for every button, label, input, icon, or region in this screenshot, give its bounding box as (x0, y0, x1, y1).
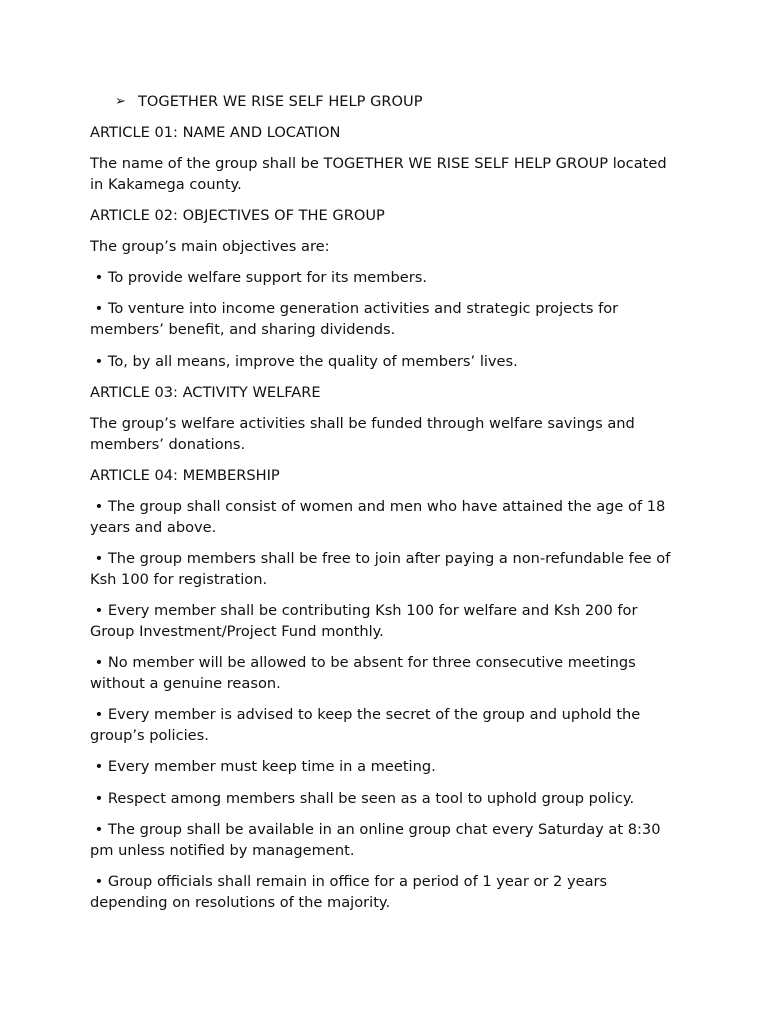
article-01-heading: ARTICLE 01: NAME AND LOCATION (90, 124, 341, 141)
document-title: TOGETHER WE RISE SELF HELP GROUP (138, 93, 423, 110)
article-04-heading: ARTICLE 04: MEMBERSHIP (90, 467, 280, 484)
objective-item: • To venture into income generation activities and strategic projects for members’ benefit, and sharing dividends. (90, 298, 680, 340)
membership-item: • Respect among members shall be seen as a tool to uphold group policy. (90, 788, 680, 809)
membership-item: • The group shall consist of women and men who have attained the age of 18 years and above. (90, 496, 680, 538)
article-02-heading: ARTICLE 02: OBJECTIVES OF THE GROUP (90, 207, 385, 224)
document-title-row (90, 91, 680, 112)
membership-item: • Group officials shall remain in office for a period of 1 year or 2 years depending on resolutions of the majority. (90, 871, 680, 913)
arrow-bullet-icon: ➢ (115, 94, 126, 109)
document-page (90, 91, 680, 923)
article-03-text: The group’s welfare activities shall be funded through welfare savings and members’ donations. (90, 415, 635, 453)
membership-item: • Every member must keep time in a meeting. (90, 756, 680, 777)
article-02-intro: The group’s main objectives are: (90, 238, 330, 255)
membership-item: • Every member shall be contributing Ksh 100 for welfare and Ksh 200 for Group Investment/Project Fund monthly. (90, 600, 680, 642)
membership-item: • The group members shall be free to join after paying a non-refundable fee of Ksh 100 for registration. (90, 548, 680, 590)
article-01-text: The name of the group shall be TOGETHER WE RISE SELF HELP GROUP located in Kakamega county. (90, 155, 667, 193)
objective-item: • To provide welfare support for its members. (90, 267, 680, 288)
objective-item: • To, by all means, improve the quality of members’ lives. (90, 351, 680, 372)
membership-item: • No member will be allowed to be absent for three consecutive meetings without a genuine reason. (90, 652, 680, 694)
membership-item: • Every member is advised to keep the secret of the group and uphold the group’s policies. (90, 704, 680, 746)
membership-item: • The group shall be available in an online group chat every Saturday at 8:30 pm unless notified by management. (90, 819, 680, 861)
article-03-heading: ARTICLE 03: ACTIVITY WELFARE (90, 384, 321, 401)
